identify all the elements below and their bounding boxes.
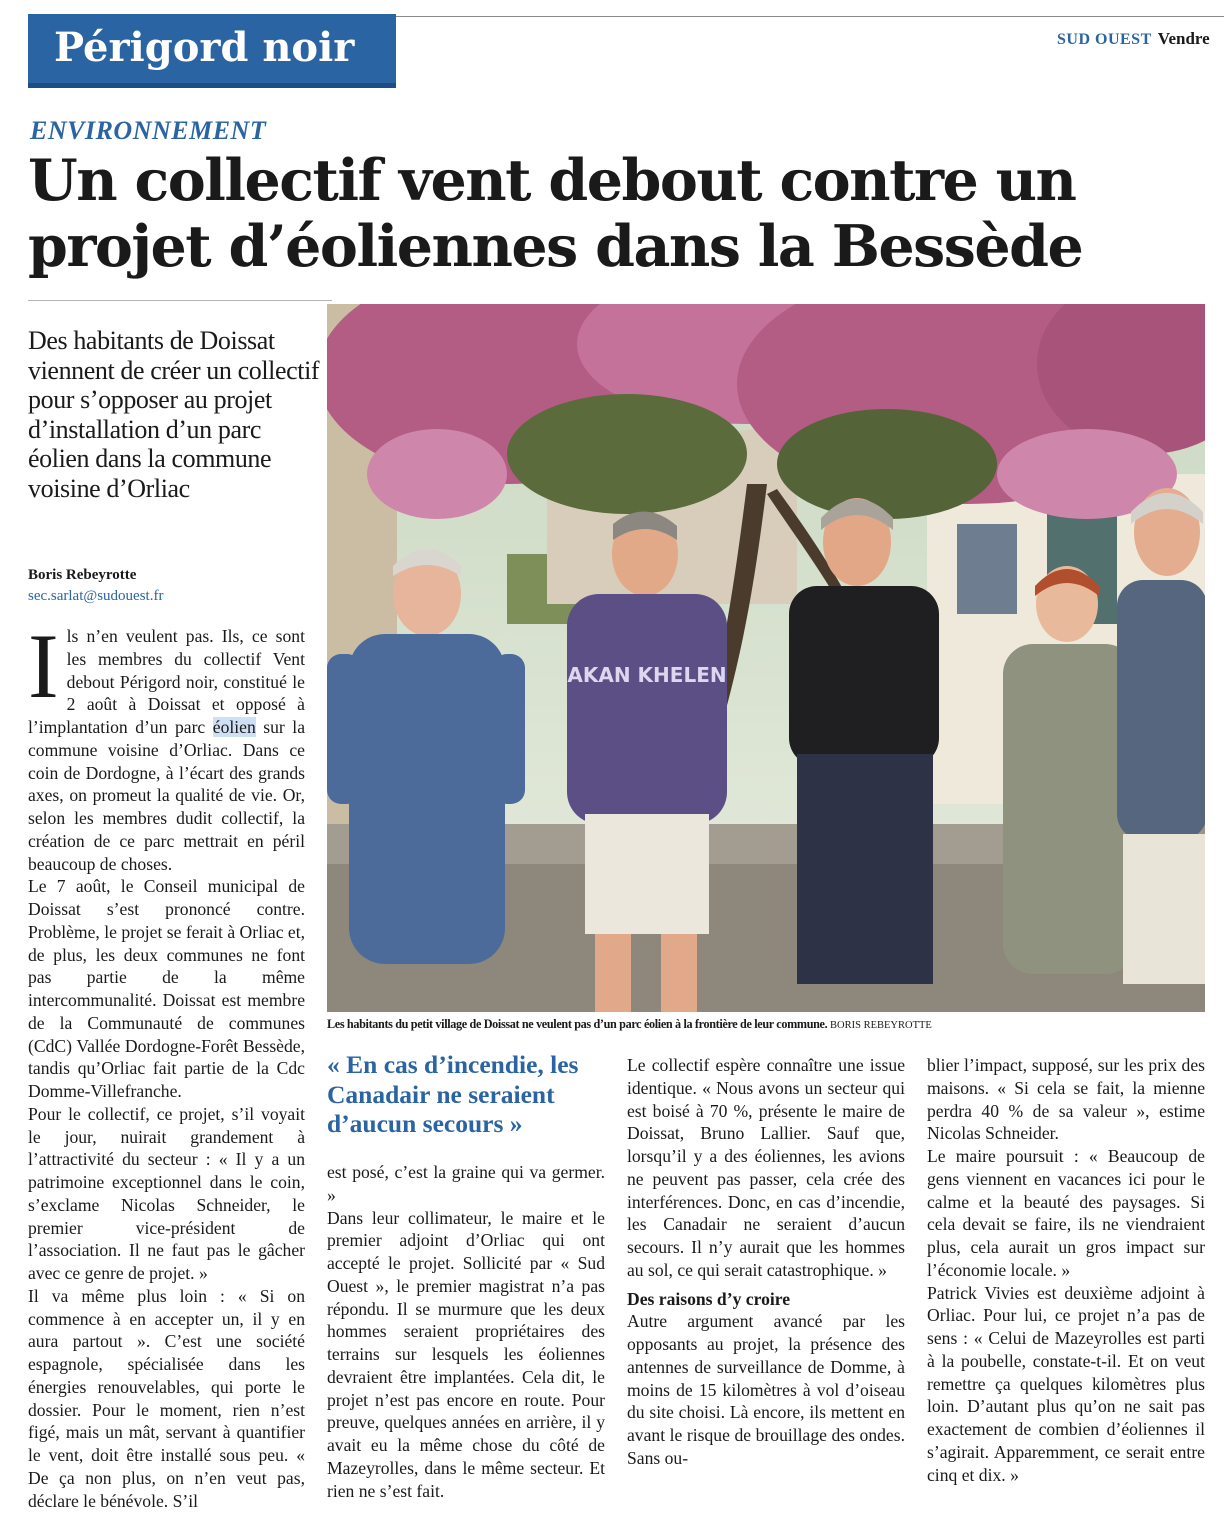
paragraph: Patrick Vivies est deuxième adjoint à Orliac. Pour lui, ce projet n’a pas de sens : « Celui de Mazeyrolles est parti à la poubelle, constate-t-il. Et on veut remettre ça quelques kilomètres plus loin. D’autant plus qu’on ne sait pas exactement de combien d’éoliennes il s’agirait. Apparemment, ce serait entre cinq et dix. » xyxy=(927,1282,1205,1485)
paragraph: blier l’impact, supposé, sur les prix des maisons. « Si cela se fait, la mienne perdra 40 % de sa valeur », estime Nicolas Schneider. xyxy=(927,1055,1205,1144)
caption-text: Les habitants du petit village de Doissat ne veulent pas d’un parc éolien à la frontière de leur commune. xyxy=(327,1017,828,1031)
paragraph xyxy=(28,615,305,875)
article-photo xyxy=(327,304,1205,1012)
article-column-2 xyxy=(327,1161,605,1502)
paragraph: Le maire poursuit : « Beaucoup de gens viennent en vacances ici pour le calme et la beauté des paysages. Si cela devait se faire, ils ne viendraient plus, cela aurait un gros impact sur l’économie locale. » xyxy=(927,1146,1205,1280)
article-headline xyxy=(28,148,1218,280)
article-chapeau: Des habitants de Doissat viennent de créer un collectif pour s’opposer au projet d’installation d’un parc éolien dans la commune voisine d’Orliac xyxy=(28,326,320,503)
paragraph-text: sur la commune voisine d’Orliac. Dans ce coin de Dordogne, à l’écart des grands axes, on promeut la qualité de vie. Or, selon les membres dudit collectif, la création de ce parc mettrait en péril beaucoup de choses. xyxy=(28,717,305,874)
article-column-1 xyxy=(28,615,305,1512)
drop-cap: I xyxy=(28,615,59,717)
paragraph: Dans leur collimateur, le maire et le premier adjoint d’Orliac qui ont accepté le projet. Sollicité par « Sud Ouest », le premier magistrat n’a pas répondu. Il se murmure que les deux hommes seraient propriétaires des terrains sur lesquels les éoliennes devraient être implantées. Cela dit, le projet n’est pas encore en route. Pour preuve, quelques années en arrière, il y avait eu la même chose du côté de Mazeyrolles, dans le même secteur. Et rien ne s’est fait. xyxy=(327,1207,605,1501)
newspaper-header xyxy=(1057,29,1210,49)
chapeau-divider xyxy=(28,300,332,301)
paragraph: Pour le collectif, ce projet, s’il voyait le jour, nuirait grandement à l’attractivité du secteur : « Il y a un patrimoine exceptionnel dans le coin, s’exclame Nicolas Schneider, le premier vice-président de l’association. Il ne faut pas le gâcher avec ce genre de projet. » xyxy=(28,1103,305,1283)
group-photo-illustration xyxy=(327,304,1205,1012)
selected-word[interactable]: éolien xyxy=(212,717,256,737)
article-column-3 xyxy=(627,1054,905,1470)
paragraph: Autre argument avancé par les opposants au projet, la présence des antennes de surveillance de Domme, à moins de 15 kilomètres à vol d’oiseau du site choisi. Là encore, ils mettent en avant le risque de brouillage des ondes. Sans ou- xyxy=(627,1311,905,1468)
section-title: Périgord noir xyxy=(54,24,355,71)
paragraph: Le collectif espère connaître une issue identique. « Nous avons un secteur qui est boisé à 70 %, présente le maire de Doissat, Bruno Lallier. Sauf que, lorsqu’il y a des éoliennes, les avions ne peuvent pas passer, cela crée des interférences. Donc, en cas d’incendie, les Canadair ne seraient d’aucun secours. Il n’y aurait que les hommes au sol, ce qui serait catastrophique. » xyxy=(627,1055,905,1280)
paragraph: Le 7 août, le Conseil municipal de Doissat s’est prononcé contre. Problème, le projet se ferait à Orliac et, de plus, les deux communes ne font pas partie de la même intercommunalité. Doissat est membre de la Communauté de communes (CdC) Vallée Dordogne-Forêt Bessède, tandis qu’Orliac fait partie de la Cdc Domme-Villefranche. xyxy=(28,876,305,1101)
author-email[interactable]: sec.sarlat@sudouest.fr xyxy=(28,588,164,604)
article-column-4 xyxy=(927,1054,1205,1486)
paragraph: est posé, c’est la graine qui va germer. » xyxy=(327,1162,605,1205)
section-banner xyxy=(28,14,396,88)
paragraph-text: ls n’en veulent pas. Ils, ce sont les membres du collectif Vent debout Périgord noir, constitué le 2 août à Doissat et opposé à l’implantation d’un parc xyxy=(28,626,305,737)
headline-line-1: Un collectif vent debout contre un xyxy=(28,147,1076,214)
photo-credit: BORIS REBEYROTTE xyxy=(830,1020,932,1031)
photo-caption xyxy=(327,1016,1207,1034)
author-name: Boris Rebeyrotte xyxy=(28,567,137,583)
paragraph: Il va même plus loin : « Si on commence à en accepter un, il y en aura partout ». C’est une société espagnole, spécialisée dans les énergies renouvelables, qui porte le dossier. Pour le moment, rien n’est figé, mais un mât, servant à quantifier le vent, doit être installé sous peu. « De ça non plus, on n’en veut pas, déclare le bénévole. S’il xyxy=(28,1285,305,1511)
publication-day: Vendre xyxy=(1157,29,1210,48)
newspaper-brand: SUD OUEST xyxy=(1057,31,1152,48)
subheading: Des raisons d’y croire xyxy=(627,1288,791,1309)
article-kicker: ENVIRONNEMENT xyxy=(30,116,267,145)
tshirt-print: AKAN KHELEN xyxy=(567,663,727,687)
header-rule xyxy=(396,16,1224,17)
headline-line-2: projet d’éoliennes dans la Bessède xyxy=(28,213,1083,280)
pull-quote: « En cas d’incendie, les Canadair ne seraient d’aucun secours » xyxy=(327,1050,579,1138)
